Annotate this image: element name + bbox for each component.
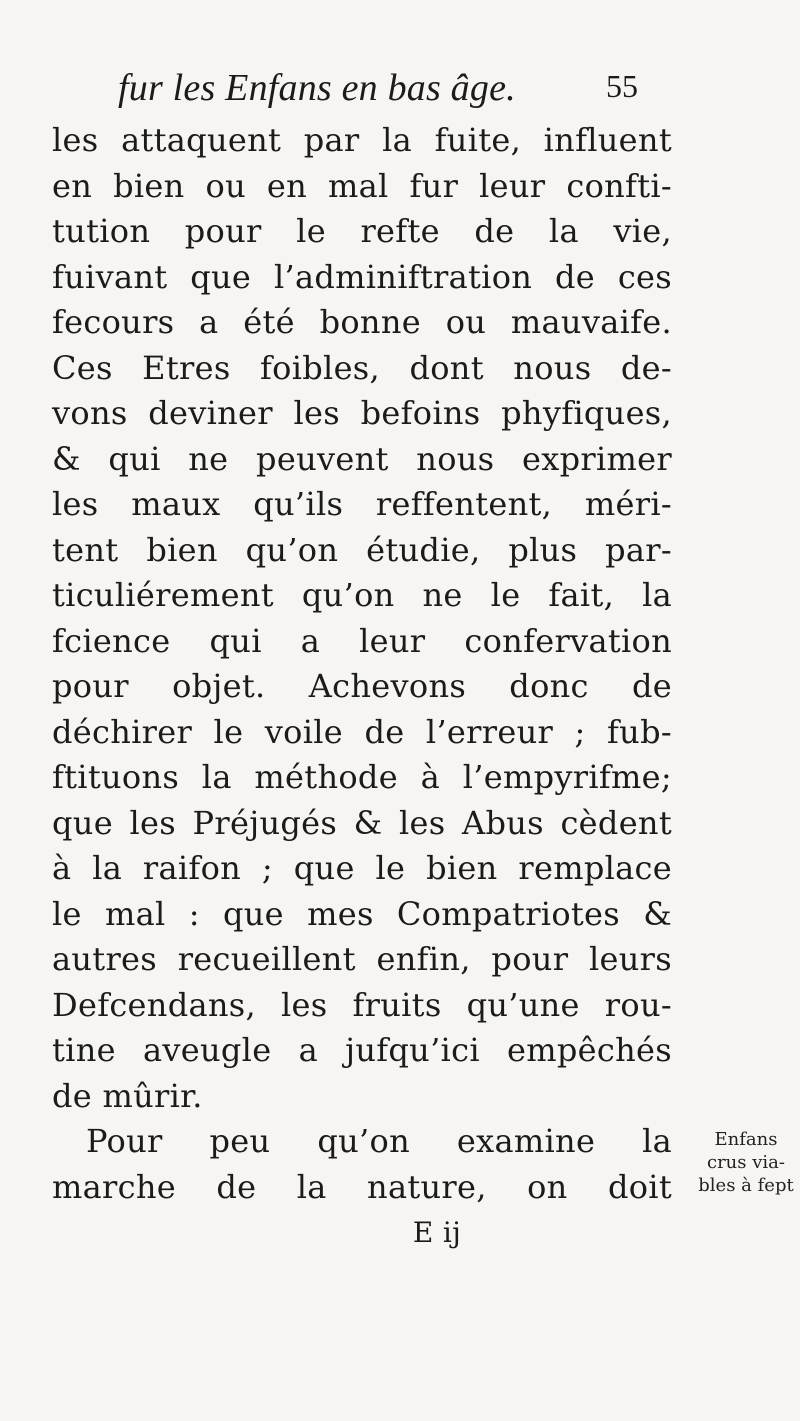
text-line: Ces Etres foibles, dont nous de- [52,348,672,387]
text-line: autres recueillent enfin, pour leurs [52,940,672,978]
running-title: fur les Enfans en bas âge. [118,67,516,109]
page-number: 55 [606,68,638,104]
running-head [118,66,638,114]
text-line: déchirer le voile de l’erreur ; fub- [52,712,672,751]
text-line: Defcendans, les fruits qu’une rou- [52,985,672,1024]
margin-note [698,1128,794,1197]
text-line: marche de la nature, on doit [52,1167,672,1206]
text-line: & qui ne peuvent nous exprimer [52,439,672,478]
text-line: que les Préjugés & les Abus cèdent [52,803,672,842]
text-line: ticuliérement qu’on ne le fait, la [52,576,672,614]
text-line: en bien ou en mal fur leur confti- [52,166,672,205]
margin-note-line: Enfans [714,1129,778,1150]
text-line: tent bien qu’on étudie, plus par- [52,530,672,569]
text-line: de mûrir. [52,1076,203,1115]
margin-note-line: bles à fept [698,1175,794,1196]
text-line: fuivant que l’adminiftration de ces [52,257,672,296]
text-line: fecours a été bonne ou mauvaife. [52,303,672,341]
body-text [52,118,672,1256]
margin-note-line: crus via- [707,1152,785,1173]
text-line: tine aveugle a jufqu’ici empêchés [52,1031,672,1069]
text-line: Pour peu qu’on examine la [86,1122,672,1160]
text-line: le mal : que mes Compatriotes & [52,894,672,933]
signature-mark: E ij [412,1216,462,1249]
text-line: ftituons la méthode à l’empyrifme; [52,758,672,796]
text-line: pour objet. Achevons donc de [52,667,672,705]
text-line: à la raifon ; que le bien remplace [52,849,672,887]
text-line: les attaquent par la fuite, influent [52,121,672,159]
text-line: vons deviner les befoins phyfiques, [52,394,672,432]
text-line: tution pour le refte de la vie, [52,212,672,250]
text-line: fcience qui a leur confervation [52,621,672,660]
text-line: les maux qu’ils reffentent, méri- [52,485,672,523]
